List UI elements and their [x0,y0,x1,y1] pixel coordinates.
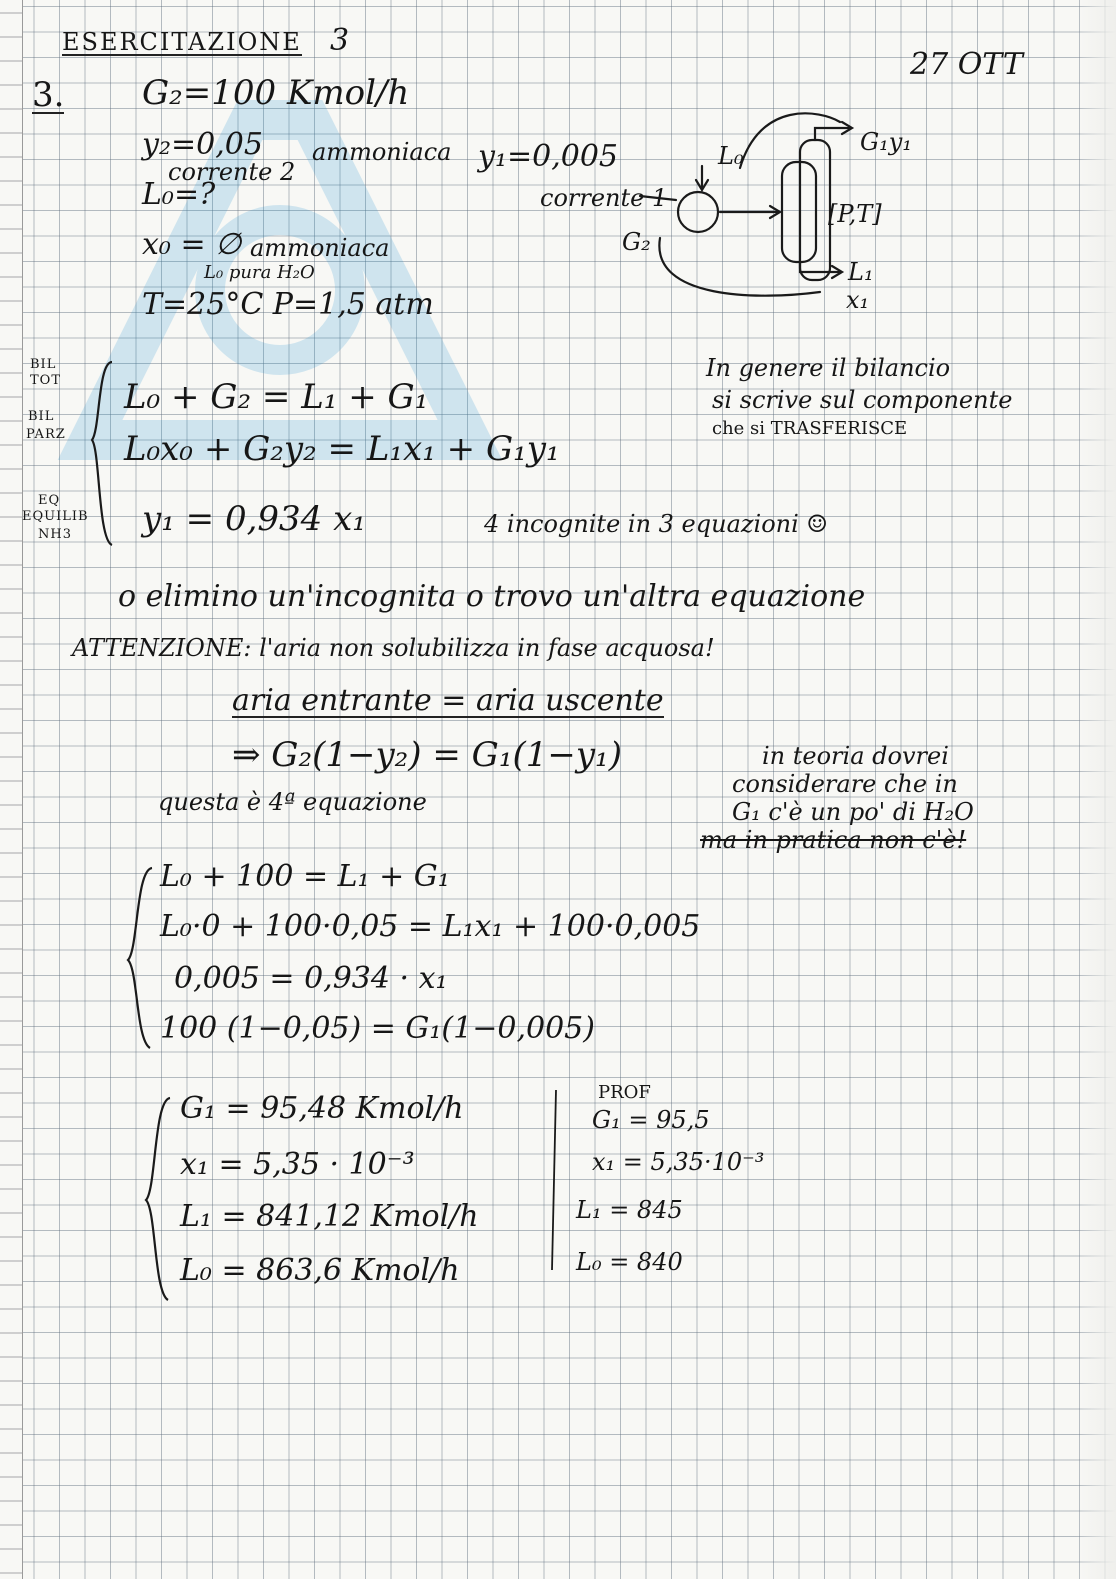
note-attention: ATTENZIONE: l'aria non solubilizza in fase acquosa! [72,634,715,662]
given-y2-note-b: corrente 2 [168,158,296,186]
given-x0-note-a: ammoniaca [250,234,390,262]
balance-total-eq: L₀ + G₂ = L₁ + G₁ [124,377,429,417]
system2-eq2: L₀·0 + 100·0,05 = L₁x₁ + 100·0,005 [160,909,701,944]
result-l0: L₀ = 863,6 Kmol/h [180,1253,460,1288]
note-theory-b: considerare che in [732,770,958,798]
system2-eq1: L₀ + 100 = L₁ + G₁ [160,859,450,894]
label-eq-c: NH3 [38,527,72,542]
note-either-or: o elimino un'incognita o trovo un'altra equazione [118,579,866,614]
problem-number: 3. [32,75,65,115]
label-bil-tot-a: BIL [30,357,57,372]
given-y1-note: corrente 1 [540,184,668,212]
note-theory-a: in teoria dovrei [762,742,949,770]
given-y1: y₁=0,005 [478,139,618,174]
balance-partial-eq: L₀x₀ + G₂y₂ = L₁x₁ + G₁y₁ [124,429,560,469]
note-fourth-eq: questa è 4ª equazione [158,788,427,816]
note-theory-d: ma in pratica non c'è! [700,826,967,854]
diagram-label-g1: G₁y₁ [860,128,912,156]
unknowns-note: 4 incognite in 3 equazioni ☺ [484,510,828,538]
system2-eq4: 100 (1−0,05) = G₁(1−0,005) [160,1011,595,1046]
header-title: ESERCITAZIONE [62,28,302,56]
label-bil-tot-b: TOT [30,373,61,388]
result-g1: G₁ = 95,48 Kmol/h [180,1091,464,1126]
note-general-b: si scrive sul componente [712,386,1013,414]
given-conditions: T=25°C P=1,5 atm [142,287,434,322]
prof-g1: G₁ = 95,5 [592,1106,710,1134]
equilibrium-eq: y₁ = 0,934 x₁ [142,499,366,539]
prof-l1: L₁ = 845 [576,1196,683,1224]
label-bil-parz-a: BIL [28,409,55,424]
given-y2-note-a: ammoniaca [312,138,452,166]
label-eq-a: EQ [38,493,61,508]
prof-x1: x₁ = 5,35·10⁻³ [592,1148,765,1176]
note-air-balance: aria entrante = aria uscente [232,683,664,718]
given-y2: y₂=0,05 [142,127,263,162]
header-number: 3 [330,23,350,58]
given-l0: L₀=? [142,177,216,212]
given-g2: G₂=100 Kmol/h [142,73,410,113]
prof-label: PROF [598,1082,651,1103]
label-bil-parz-b: PARZ [26,427,66,442]
given-x0-note-b: L₀ pura H₂O [204,262,315,283]
diagram-label-x1: x₁ [846,286,870,314]
header-date: 27 OTT [910,47,1023,82]
diagram-label-l1: L₁ [848,258,874,286]
note-general-a: In genere il bilancio [706,354,951,382]
given-x0: x₀ = ∅ [142,227,242,262]
prof-l0: L₀ = 840 [576,1248,683,1276]
diagram-label-l0: L₀ [718,142,744,170]
note-general-c: che si TRASFERISCE [712,418,908,439]
note-theory-c: G₁ c'è un po' di H₂O [732,798,974,826]
diagram-label-pt: [P,T] [828,200,882,228]
result-x1: x₁ = 5,35 · 10⁻³ [180,1147,415,1182]
system2-eq3: 0,005 = 0,934 · x₁ [174,961,448,996]
label-eq-b: EQUILIB [22,509,89,524]
fourth-equation: ⇒ G₂(1−y₂) = G₁(1−y₁) [232,735,622,775]
diagram-label-g2: G₂ [622,228,651,256]
result-l1: L₁ = 841,12 Kmol/h [180,1199,479,1234]
